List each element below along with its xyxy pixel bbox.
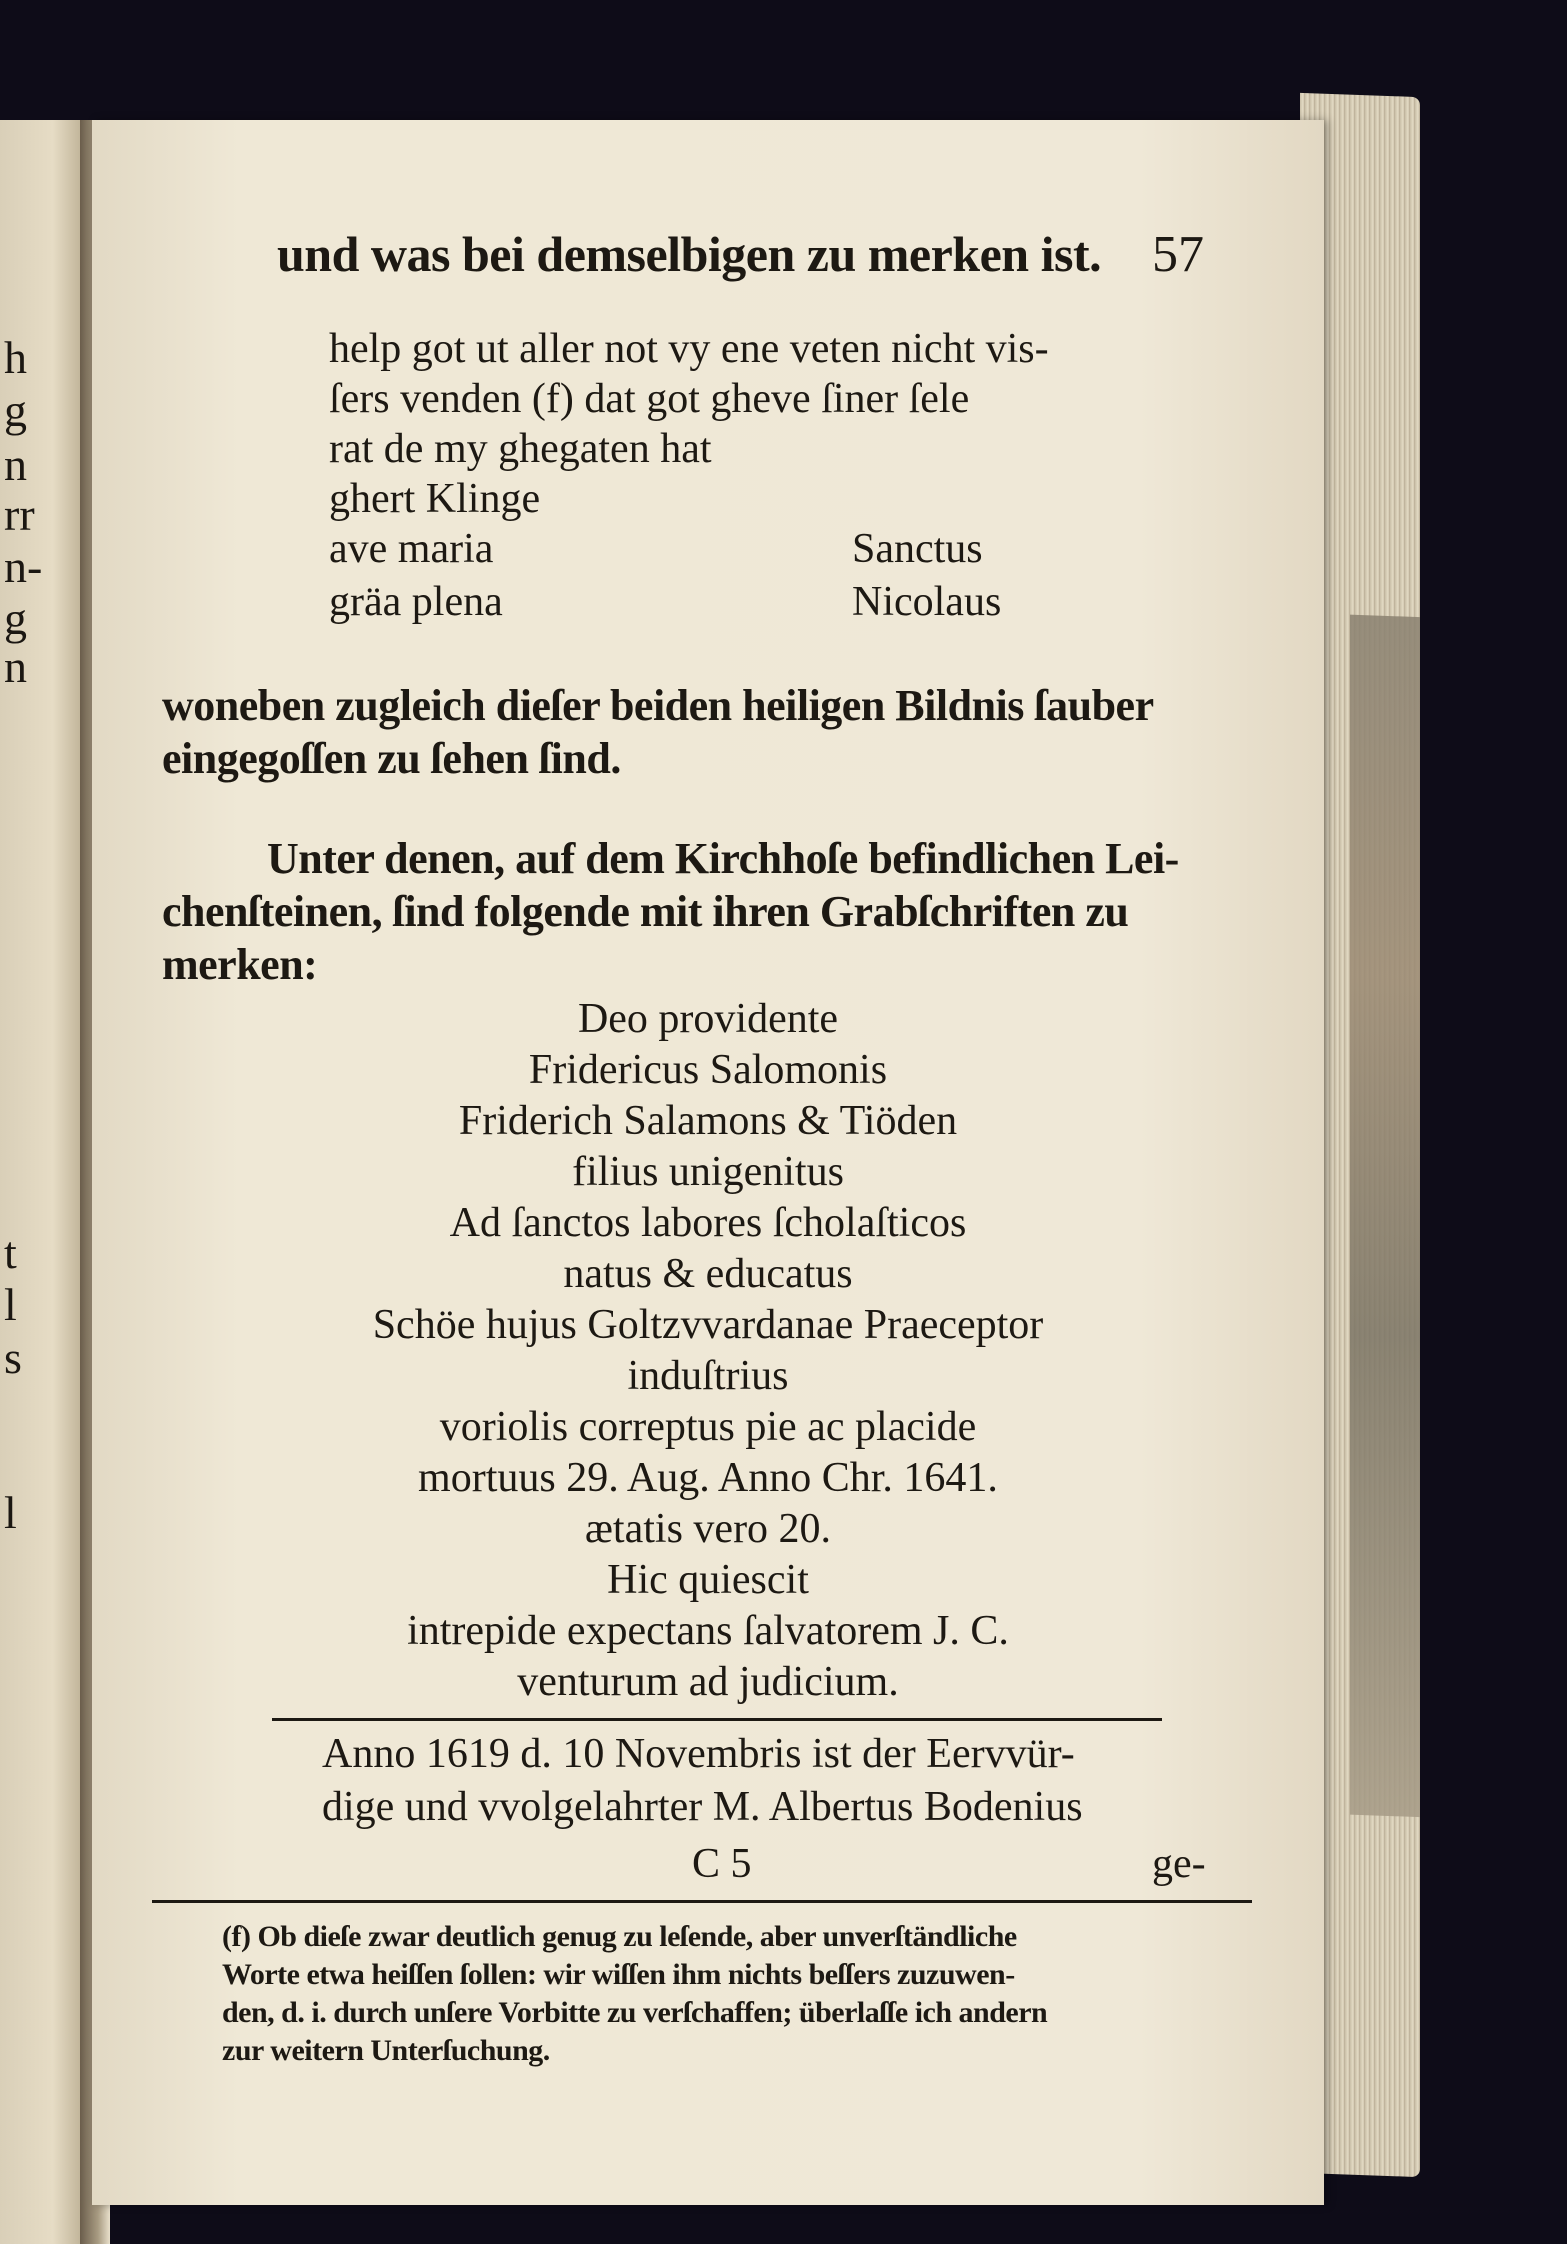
signature-mark: C 5 bbox=[692, 1841, 752, 1887]
paragraph-line: woneben zugleich dieſer beiden heiligen Bildnis ſauber bbox=[162, 681, 1154, 730]
left-fragment: l bbox=[4, 1279, 17, 1330]
inscription-line: help got ut aller not vy ene veten nicht vis- bbox=[329, 326, 1049, 372]
left-fragment: g bbox=[4, 385, 27, 436]
footnote-line: zur weitern Unterſuchung. bbox=[222, 2034, 550, 2067]
left-fragment: l bbox=[4, 1487, 17, 1538]
inscription-col-left: ave maria bbox=[329, 526, 494, 572]
left-page-edge bbox=[0, 120, 88, 2244]
left-fragment: s bbox=[4, 1332, 22, 1383]
epitaph-line: mortuus 29. Aug. Anno Chr. 1641. bbox=[418, 1455, 998, 1501]
epitaph-line: natus & educatus bbox=[563, 1251, 853, 1297]
epitaph-line: ætatis vero 20. bbox=[584, 1506, 832, 1552]
epitaph-line: Fridericus Salomonis bbox=[528, 1047, 888, 1093]
left-fragment: n bbox=[4, 641, 27, 692]
anno-line: Anno 1619 d. 10 Novembris ist der Eervvür- bbox=[322, 1731, 1075, 1777]
anno-line: dige und vvolgelahrter M. Albertus Bodenius bbox=[322, 1784, 1083, 1830]
epitaph-line: voriolis correptus pie ac placide bbox=[439, 1404, 977, 1450]
footnote-rule bbox=[152, 1900, 1252, 1903]
inscription-col-left: gräa plena bbox=[329, 579, 503, 625]
page-number: 57 bbox=[1152, 226, 1204, 283]
epitaph-line: Hic quiescit bbox=[607, 1557, 809, 1603]
inscription-col-right: Nicolaus bbox=[852, 579, 1002, 625]
marbled-edge bbox=[1350, 615, 1420, 1817]
inscription-line: rat de my ghegaten hat bbox=[329, 426, 712, 472]
footnote-line: Worte etwa heiſſen ſollen: wir wiſſen ihm nichts beſſers zuzuwen- bbox=[222, 1958, 1015, 1991]
left-fragment: rr bbox=[4, 489, 35, 540]
footnote-line: den, d. i. durch unſere Vorbitte zu verſchaffen; überlaſſe ich andern bbox=[222, 1996, 1048, 2029]
left-fragment: n bbox=[4, 439, 27, 490]
epitaph-line: Schöe hujus Goltzvvardanae Praeceptor bbox=[372, 1302, 1044, 1348]
paragraph-line: merken: bbox=[162, 940, 318, 989]
catchword: ge- bbox=[1152, 1841, 1206, 1887]
book-page bbox=[92, 120, 1324, 2205]
epitaph-line: Friderich Salamons & Tiöden bbox=[458, 1098, 958, 1144]
epitaph-line: Deo providente bbox=[577, 996, 839, 1042]
inscription-line: ghert Klinge bbox=[329, 476, 541, 522]
left-fragment: g bbox=[4, 593, 27, 644]
inscription-line: ſers venden (f) dat got gheve ſiner ſele bbox=[329, 376, 970, 422]
paragraph-line: eingegoſſen zu ſehen ſind. bbox=[162, 734, 621, 783]
left-fragment: n- bbox=[4, 541, 43, 592]
paragraph-line: Unter denen, auf dem Kirchhoſe befindlichen Lei- bbox=[267, 834, 1179, 883]
epitaph-line: Ad ſanctos labores ſcholaſticos bbox=[449, 1200, 967, 1246]
paragraph-line: chenſteinen, ſind folgende mit ihren Grabſchriften zu bbox=[162, 887, 1129, 936]
epitaph-line: venturum ad judicium. bbox=[517, 1659, 899, 1705]
inscription-col-right: Sanctus bbox=[852, 526, 983, 572]
left-fragment: t bbox=[4, 1227, 17, 1278]
footnote-line: (f) Ob dieſe zwar deutlich genug zu leſende, aber unverſtändliche bbox=[222, 1920, 1017, 1953]
epitaph-line: induſtrius bbox=[627, 1353, 789, 1399]
section-rule bbox=[272, 1718, 1162, 1721]
left-fragment: h bbox=[4, 332, 27, 383]
epitaph-line: filius unigenitus bbox=[572, 1149, 844, 1195]
running-head: und was bei demselbigen zu merken ist. bbox=[277, 226, 1102, 282]
epitaph-line: intrepide expectans ſalvatorem J. C. bbox=[407, 1608, 1009, 1654]
